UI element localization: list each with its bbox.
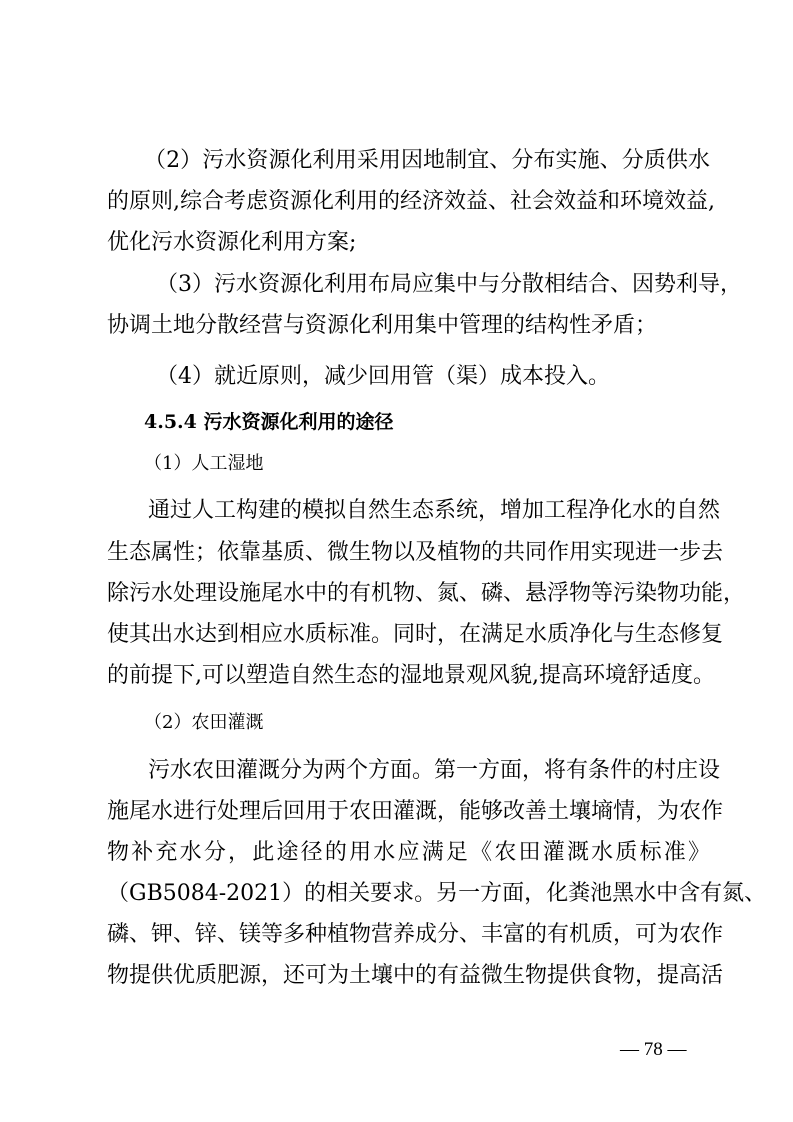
paragraph-4-line-1 [156, 363, 610, 391]
text-line: 使其出水达到相应水质标准。同时，在满足水质净化与生态修复 [107, 622, 724, 647]
text-line: 污水农田灌溉分为两个方面。第一方面，将有条件的村庄设 [148, 758, 721, 783]
subsection-2-title: （2）农田灌溉 [144, 712, 264, 733]
subsection-1-line-1 [148, 497, 721, 525]
text-line: （GB5084-2021）的相关要求。另一方面，化粪池黑水中含有氮、 [107, 881, 767, 906]
text-line: 协调土地分散经营与资源化利用集中管理的结构性矛盾； [107, 313, 658, 338]
text-line: 施尾水进行处理后回用于农田灌溉，能够改善土壤墒情，为农作 [107, 799, 724, 824]
subsection-1-line-3 [107, 580, 746, 608]
subsection-2-line-5 [107, 921, 724, 949]
text-line: 的原则,综合考虑资源化利用的经济效益、社会效益和环境效益, [107, 189, 715, 214]
text-line: 磷、钾、锌、镁等多种植物营养成分、丰富的有机质，可为农作 [107, 922, 724, 947]
subsection-2-line-2 [107, 798, 724, 826]
page-number: — 78 — [620, 1039, 687, 1060]
text-line: （3）污水资源化利用布局应集中与分散相结合、因势利导， [156, 272, 742, 297]
paragraph-2-line-3 [107, 229, 356, 257]
subsection-2-line-3 [107, 839, 710, 867]
subsection-1-line-4 [107, 621, 724, 649]
text-line: （2）污水资源化利用采用因地制宜、分布实施、分质供水 [144, 148, 710, 173]
text-line: （4）就近原则，减少回用管（渠）成本投入。 [156, 364, 610, 389]
subsection-1-line-5 [107, 662, 715, 690]
subsection-2-line-4 [107, 880, 767, 908]
subsection-1-title: （1）人工湿地 [144, 453, 264, 474]
text-line: 物提供优质肥源，还可为土壤中的有益微生物提供食物，提高活 [107, 963, 724, 988]
text-line: 除污水处理设施尾水中的有机物、氮、磷、悬浮物等污染物功能， [107, 581, 746, 606]
paragraph-3-line-2 [107, 312, 657, 340]
paragraph-2-line-1 [144, 147, 710, 175]
text-line: 生态属性；依靠基质、微生物以及植物的共同作用实现进一步去 [107, 540, 724, 565]
text-line: 优化污水资源化利用方案; [107, 230, 357, 255]
paragraph-3-line-1 [156, 271, 742, 299]
subsection-1-line-2 [107, 539, 724, 567]
text-line: 的前提下,可以塑造自然生态的湿地景观风貌,提高环境舒适度。 [107, 663, 715, 688]
subsection-2-line-6 [107, 962, 724, 990]
paragraph-2-line-2 [107, 188, 715, 216]
section-heading: 4.5.4 污水资源化利用的途径 [144, 411, 394, 433]
text-line: 物补充水分，此途径的用水应满足《农田灌溉水质标准》 [107, 840, 710, 865]
text-line: 通过人工构建的模拟自然生态系统，增加工程净化水的自然 [148, 498, 721, 523]
subsection-2-line-1 [148, 757, 721, 785]
